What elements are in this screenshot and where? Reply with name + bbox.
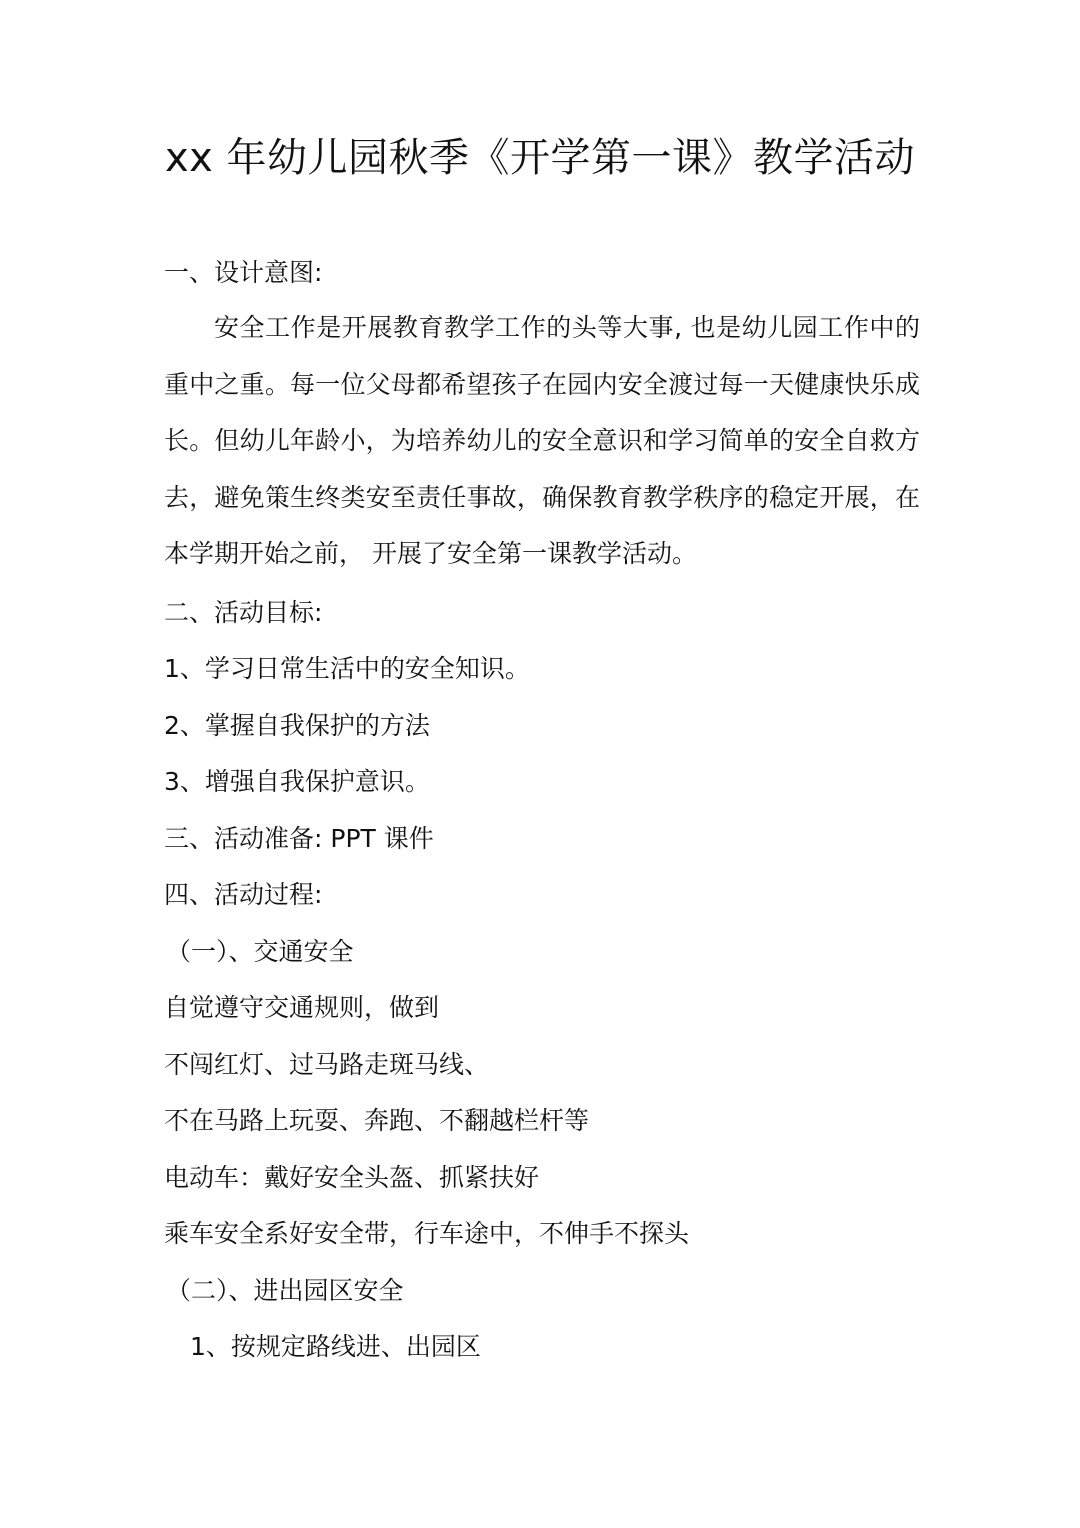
section-heading-process: 四、活动过程: (164, 880, 323, 909)
section-heading-goals: 二、活动目标: (164, 598, 323, 627)
traffic-line: 不闯红灯、过马路走斑马线、 (164, 1050, 490, 1079)
traffic-line: 自觉遵守交通规则，做到 (164, 993, 440, 1022)
document-title: xx 年幼儿园秋季《开学第一课》教学活动 (164, 135, 916, 181)
traffic-line: 电动车：戴好安全头盔、抓紧扶好 (164, 1163, 540, 1192)
subsection-heading-campus: （二）、进出园区安全 (166, 1276, 404, 1305)
traffic-line: 乘车安全系好安全带，行车途中，不伸手不探头 (164, 1219, 690, 1248)
section-heading-design-intent: 一、设计意图: (164, 258, 323, 287)
traffic-line: 不在马路上玩耍、奔跑、不翻越栏杆等 (164, 1106, 590, 1135)
design-intent-paragraph: 安全工作是开展教育教学工作的头等大事, 也是幼儿园工作中的重中之重。每一位父母都希望孩子在园内安全渡过每一天健康快乐成长。但幼儿年龄小，为培养幼儿的安全意识和学习简单的安全自救方去，避免策生终类安至责任事故，确保教育教学秩序的稳定开展，在本学期开始之前， 开展了安全第一课教学活动。 (164, 313, 920, 568)
section-preparation: 三、活动准备: PPT 课件 (164, 824, 434, 853)
subsection-heading-traffic: （一）、交通安全 (166, 937, 354, 966)
campus-item: 1、按规定路线进、出园区 (190, 1332, 481, 1361)
goal-item: 1、学习日常生活中的安全知识。 (164, 654, 530, 683)
goal-item: 3、增强自我保护意识。 (164, 767, 430, 796)
goal-item: 2、掌握自我保护的方法 (164, 711, 430, 740)
